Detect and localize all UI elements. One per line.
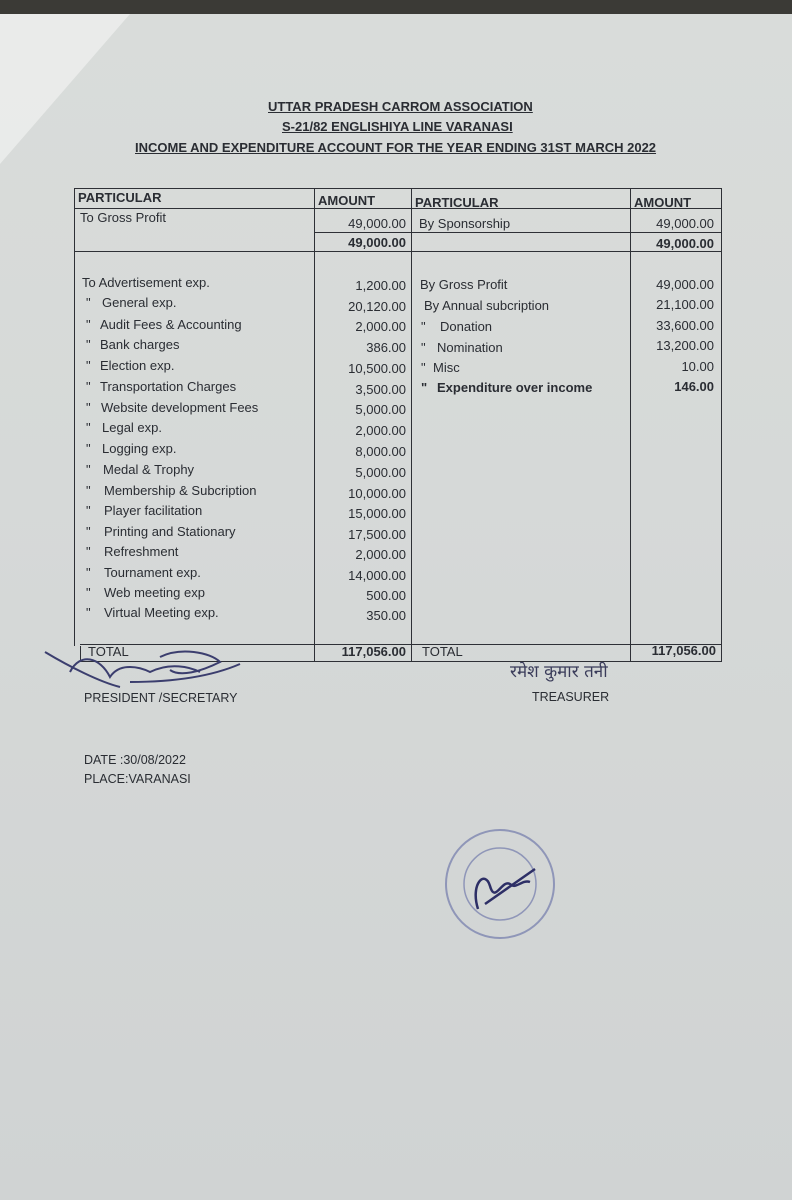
income-label: Misc [433, 360, 460, 375]
grand-total-left: 117,056.00 [341, 644, 406, 659]
income-amount: 10.00 [681, 359, 714, 374]
expense-label: General exp. [102, 295, 177, 310]
expense-label: Membership & Subcription [104, 483, 257, 498]
total-left-label: TOTAL [88, 644, 129, 659]
expense-label: Legal exp. [102, 420, 162, 435]
header-particular-right: PARTICULAR [415, 195, 499, 210]
expense-label: Printing and Stationary [104, 524, 236, 539]
income-label: Nomination [437, 340, 503, 355]
expense-label: Bank charges [100, 337, 180, 352]
header-amount-right: AMOUNT [634, 195, 692, 210]
org-name: UTTAR PRADESH CARROM ASSOCIATION [268, 99, 533, 114]
expense-label: Audit Fees & Accounting [100, 317, 242, 332]
header-particular-left: PARTICULAR [78, 190, 162, 205]
expense-amount: 350.00 [366, 608, 406, 623]
table-col-divider-3 [630, 188, 631, 662]
sponsorship-amount: 49,000.00 [656, 216, 714, 231]
sponsorship-label: By Sponsorship [419, 216, 511, 231]
table-col-divider-1 [314, 188, 315, 662]
expense-amount: 500.00 [366, 588, 406, 603]
ditto-mark: " [421, 380, 428, 395]
ditto-mark: " [86, 379, 91, 394]
expense-amount: 10,500.00 [348, 361, 406, 376]
trading-total-line-bottom [74, 251, 722, 252]
expense-label: Tournament exp. [104, 565, 201, 580]
folded-corner [0, 14, 130, 164]
ditto-mark: " [86, 420, 91, 435]
expense-amount: 10,000.00 [348, 486, 406, 501]
table-right-border [721, 188, 722, 662]
ditto-mark: " [86, 605, 91, 620]
expense-label: Refreshment [104, 544, 179, 559]
expense-amount: 386.00 [366, 340, 406, 355]
income-amount: 33,600.00 [656, 318, 714, 333]
gross-profit-left-label: To Gross Profit [80, 210, 166, 225]
expense-amount: 5,000.00 [355, 402, 406, 417]
ditto-mark: " [421, 319, 426, 334]
total-right-label: TOTAL [422, 644, 463, 659]
income-label: By Gross Profit [420, 277, 508, 292]
ditto-mark: " [86, 524, 91, 539]
ditto-mark: " [86, 585, 91, 600]
income-amount: 49,000.00 [656, 277, 714, 292]
grand-total-right: 117,056.00 [651, 643, 716, 658]
expense-label: Virtual Meeting exp. [104, 605, 219, 620]
income-amount: 21,100.00 [656, 297, 714, 312]
ditto-mark: " [86, 462, 91, 477]
income-amount: 146.00 [674, 379, 714, 394]
document-date: DATE :30/08/2022 [84, 753, 186, 767]
treasurer-label: TREASURER [532, 690, 610, 704]
table-col-divider-2 [411, 188, 412, 662]
expense-amount: 15,000.00 [348, 506, 406, 521]
income-label: Expenditure over income [437, 380, 593, 395]
president-secretary-label: PRESIDENT /SECRETARY [84, 691, 238, 705]
trading-total-left: 49,000.00 [348, 235, 406, 250]
ditto-mark: " [86, 358, 91, 373]
expense-amount: 2,000.00 [355, 423, 406, 438]
trading-total-right: 49,000.00 [656, 236, 714, 251]
ditto-mark: " [86, 503, 91, 518]
ditto-mark: " [86, 483, 91, 498]
expense-amount: 3,500.00 [355, 382, 406, 397]
account-title: INCOME AND EXPENDITURE ACCOUNT FOR THE YEAR ENDING 31ST MARCH 2022 [135, 140, 657, 155]
expense-amount: 2,000.00 [355, 319, 406, 334]
document-page [0, 14, 792, 1200]
ditto-mark: " [421, 360, 426, 375]
account-table [74, 188, 722, 662]
expense-label: Website development Fees [101, 400, 259, 415]
ditto-mark: " [86, 317, 91, 332]
expense-label: Medal & Trophy [103, 462, 195, 477]
document-place: PLACE:VARANASI [84, 772, 191, 786]
header-amount-left: AMOUNT [318, 193, 376, 208]
expense-amount: 1,200.00 [355, 278, 406, 293]
ditto-mark: " [86, 337, 91, 352]
treasurer-signature: रमेश कुमार तनी [510, 662, 608, 682]
ditto-mark: " [86, 565, 91, 580]
expense-label: Web meeting exp [104, 585, 205, 600]
expense-amount: 20,120.00 [348, 299, 406, 314]
income-label: By Annual subcription [424, 298, 550, 313]
ditto-mark: " [86, 295, 91, 310]
org-address: S-21/82 ENGLISHIYA LINE VARANASI [282, 119, 513, 134]
ditto-mark: " [86, 441, 91, 456]
expense-label: Player facilitation [104, 503, 203, 518]
ditto-mark: " [86, 400, 91, 415]
trading-total-line-top [314, 232, 722, 233]
ditto-mark: " [421, 340, 426, 355]
expense-amount: 14,000.00 [348, 568, 406, 583]
ca-stamp [440, 824, 560, 944]
expense-amount: 17,500.00 [348, 527, 406, 542]
expense-amount: 8,000.00 [355, 444, 406, 459]
expense-amount: 2,000.00 [355, 547, 406, 562]
income-label: Donation [440, 319, 493, 334]
ditto-mark: " [86, 544, 91, 559]
gross-profit-left-amount: 49,000.00 [348, 216, 406, 231]
table-top-border [74, 188, 722, 189]
expense-label: Logging exp. [102, 441, 177, 456]
income-amount: 13,200.00 [656, 338, 714, 353]
expense-amount: 5,000.00 [355, 465, 406, 480]
table-left-border [74, 188, 75, 646]
expense-label: To Advertisement exp. [82, 275, 210, 290]
expense-label: Election exp. [100, 358, 175, 373]
expense-label: Transportation Charges [100, 379, 237, 394]
header-row-line [74, 208, 722, 209]
